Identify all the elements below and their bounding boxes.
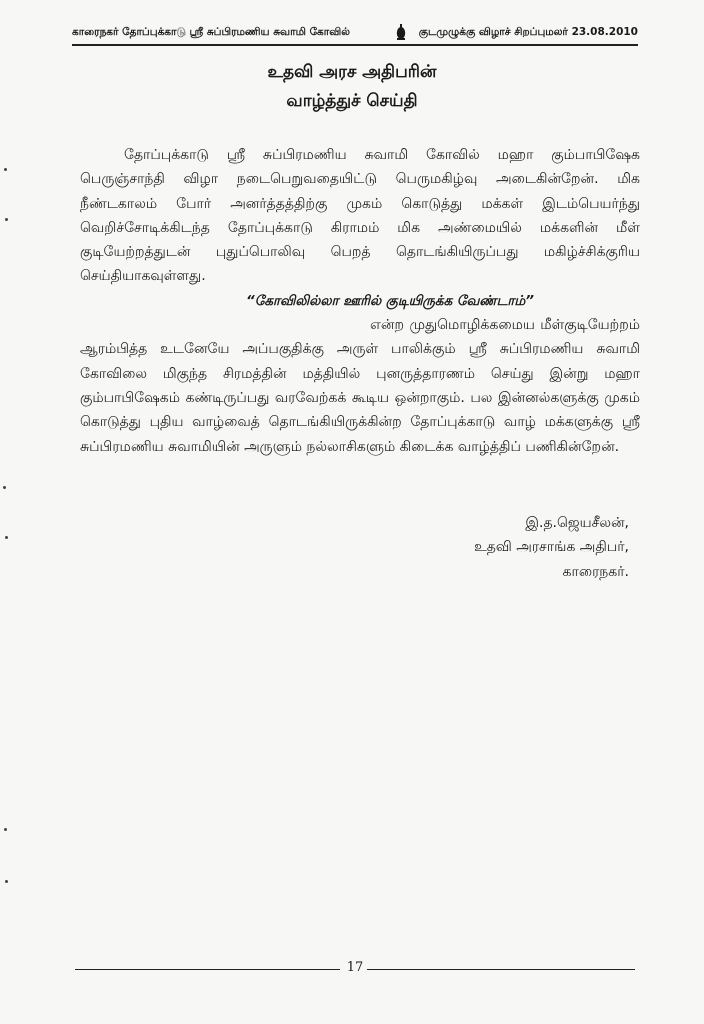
scan-speck [3, 486, 6, 489]
page-number: 17 [346, 960, 364, 975]
signature-block [474, 511, 629, 584]
header-right-text: குடமுழுக்கு விழாச் சிறப்புமலர் 23.08.2010 [418, 26, 638, 38]
message-body [80, 143, 640, 459]
paragraph-2: என்ற முதுமொழிக்கமைய மீள்குடியேற்றம் ஆரம்பித்த உடனேயே அப்பகுதிக்கு அருள் பாலிக்கும் ஸ்ரீ சுப்பிரமணிய சுவாமி கோவிலை மிகுந்த சிரமத்தின் மத்தியில் புனருத்தாரணம் செய்து இன்று மஹா கும்பாபிஷேகம் கண்டிருப்பது வரவேற்கக் கூடிய ஒன்றாகும். பல இன்னல்களுக்கு முகம் கொடுத்து புதிய வாழ்வைத் தொடங்கியிருக்கின்ற தோப்புக்காடு வாழ் மக்களுக்கு ஸ்ரீ சுப்பிரமணிய சுவாமியின் அருளும் நல்லாசிகளும் கிடைக்க வாழ்த்திப் பணிகின்றேன். [80, 317, 640, 455]
page-subtitle: வாழ்த்துச் செய்தி [286, 91, 418, 111]
scan-speck [4, 828, 7, 831]
page-header [72, 23, 638, 45]
header-left-text: காரைநகர் தோப்புக்காடு ஸ்ரீ சுப்பிரமணிய சுவாமி கோவில் [72, 26, 350, 38]
scan-speck [5, 880, 8, 883]
header-divider [72, 44, 638, 46]
signatory-designation: உதவி அரசாங்க அதிபர், [474, 539, 629, 556]
page-footer [75, 958, 635, 982]
scan-speck [4, 168, 7, 171]
page-title: உதவி அரச அதிபரின் [267, 62, 437, 82]
quotation: “கோவிலில்லா ஊரில் குடியிருக்க வேண்டாம்” [246, 292, 534, 309]
scan-speck [5, 218, 8, 221]
temple-emblem-icon [395, 23, 407, 41]
footer-rule-right [367, 969, 635, 970]
signatory-name: இ.த.ஜெயசீலன், [525, 515, 629, 531]
paragraph-1: தோப்புக்காடு ஸ்ரீ சுப்பிரமணிய சுவாமி கோவில் மஹா கும்பாபிஷேக பெருஞ்சாந்தி விழா நடைபெறுவதையிட்டு பெருமகிழ்வு அடைகின்றேன். மிக நீண்டகாலம் போர் அனர்த்தத்திற்கு முகம் கொடுத்து மக்கள் இடம்பெயர்ந்து வெறிச்சோடிக்கிடந்த தோப்புக்காடு கிராமம் மிக அண்மையில் மக்களின் மீள் குடியேற்றத்துடன் புதுப்பொலிவு பெறத் தொடங்கியிருப்பது மகிழ்ச்சிக்குரிய செய்தியாகவுள்ளது. [80, 147, 640, 285]
signatory-place: காரைநகர். [562, 563, 629, 580]
scan-speck [5, 536, 8, 539]
